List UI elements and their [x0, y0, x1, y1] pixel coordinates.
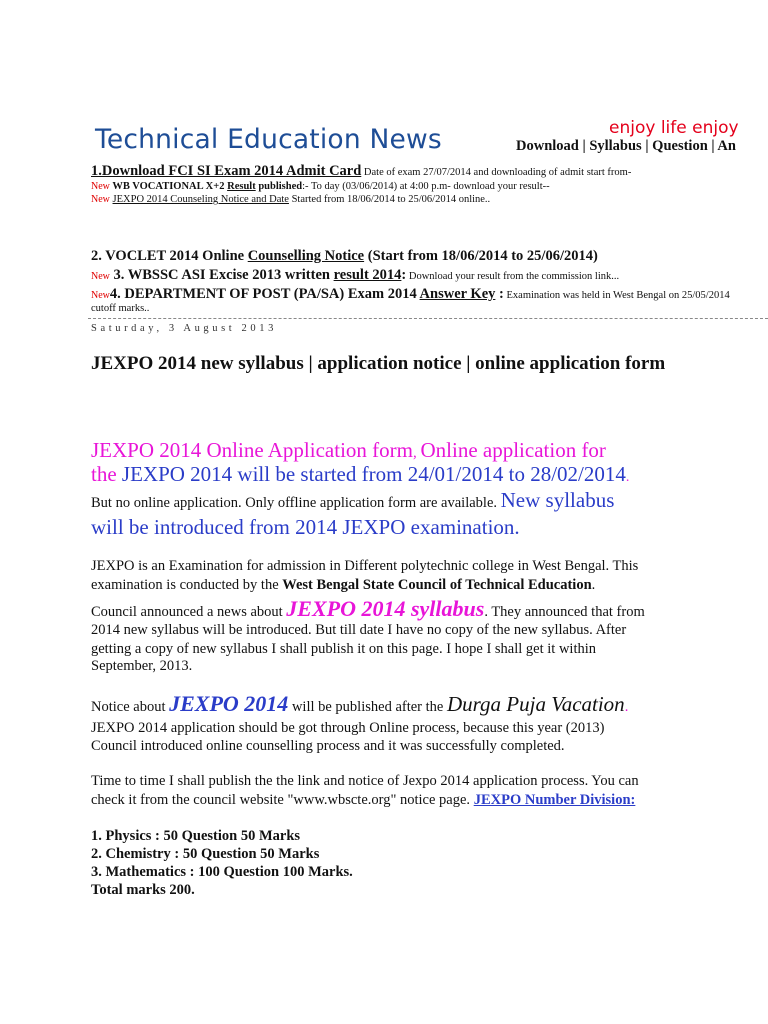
- notice-post-cont: cutoff marks..: [91, 303, 150, 314]
- notice-wbssc: [91, 267, 619, 284]
- notice-vocational-b: published: [255, 181, 303, 192]
- notice-fci: [91, 163, 631, 180]
- notice-voclet-link[interactable]: Counselling Notice: [247, 248, 365, 264]
- post-p4: will be introduced from 2014 JEXPO examination.: [91, 515, 520, 539]
- post-date: Saturday, 3 August 2013: [91, 323, 277, 334]
- body-line: JEXPO is an Examination for admission in Different polytechnic college in West Bengal. This: [91, 558, 639, 574]
- notice-voclet-b: (Start from 18/06/2014 to 25/06/2014): [364, 248, 598, 264]
- b2-b: West Bengal State Council of Technical Education: [282, 577, 592, 593]
- jexpo-number-division-link[interactable]: JEXPO Number Division:: [473, 792, 636, 808]
- notice-wbssc-a: 3. WBSSC ASI Excise 2013 written: [109, 267, 334, 283]
- body-line: September, 2013.: [91, 658, 193, 674]
- p2-a: the: [91, 462, 122, 486]
- p1-b: ,: [412, 445, 421, 461]
- notice-vocational: [91, 181, 550, 192]
- b2-c: .: [591, 577, 596, 593]
- notice-jexpo-counseling: [91, 194, 490, 205]
- divider: [88, 318, 768, 319]
- body-line: [91, 577, 595, 594]
- b7-b: JEXPO 2014: [169, 691, 289, 716]
- notice-wbssc-link[interactable]: result 2014: [333, 267, 402, 283]
- body-line: Council introduced online counselling process and it was successfully completed.: [91, 738, 565, 754]
- notice-wbssc-desc: Download your result from the commission link...: [406, 271, 620, 282]
- list-item: Total marks 200.: [91, 882, 195, 898]
- b7-d: Durga Puja Vacation: [446, 692, 625, 716]
- b3-a: Council announced a news about: [91, 604, 287, 620]
- notice-vocational-desc: :- To day (03/06/2014) at 4:00 p.m- download your result--: [302, 181, 550, 192]
- body-line: [91, 691, 628, 717]
- notice-post: [91, 286, 730, 303]
- b7-a: Notice about: [91, 699, 170, 715]
- new-badge: New: [91, 290, 110, 301]
- list-item: 1. Physics : 50 Question 50 Marks: [91, 828, 301, 844]
- b3-c: . They announced that from: [484, 604, 645, 620]
- new-badge: New: [91, 271, 110, 282]
- new-badge: New: [91, 194, 110, 205]
- b2-a: examination is conducted by the: [91, 577, 283, 593]
- p1-a: JEXPO 2014 Online Application form: [91, 438, 413, 462]
- notice-fci-desc: Date of exam 27/07/2014 and downloading of admit start from-: [361, 167, 632, 178]
- body-line: getting a copy of new syllabus I shall publish it on this page. I hope I shall get it within: [91, 641, 597, 657]
- notice-jexpo-counseling-link[interactable]: JEXPO 2014 Counseling Notice and Date: [112, 194, 289, 205]
- notice-wbssc-b: :: [401, 267, 407, 283]
- p2-b: JEXPO 2014 will be started from 24/01/2014 to 28/02/2014: [121, 462, 626, 486]
- notice-vocational-link[interactable]: Result: [227, 181, 256, 192]
- p3-a: But no online application. Only offline application form are available.: [91, 495, 501, 511]
- nav-an[interactable]: An: [717, 138, 736, 154]
- post-p3: [91, 488, 614, 513]
- body-line: Time to time I shall publish the the link and notice of Jexpo 2014 application process. You can: [91, 773, 639, 789]
- top-nav: [516, 138, 736, 155]
- notice-post-desc: Examination was held in West Bengal on 25/05/2014: [503, 290, 730, 301]
- nav-sep: |: [578, 138, 590, 154]
- nav-syllabus[interactable]: Syllabus: [589, 138, 642, 154]
- b3-b: JEXPO 2014 syllabus: [286, 596, 485, 621]
- p2-c: .: [625, 470, 630, 485]
- p1-c: Online application for: [420, 438, 606, 462]
- post-p2: [91, 462, 629, 487]
- nav-question[interactable]: Question: [652, 138, 708, 154]
- body-line: 2014 new syllabus will be introduced. But till date I have no copy of the new syllabus. After: [91, 622, 627, 638]
- notice-jexpo-counseling-desc: Started from 18/06/2014 to 25/06/2014 online..: [288, 194, 491, 205]
- notice-post-b: :: [495, 286, 504, 302]
- b11-a: check it from the council website "www.wbscte.org" notice page.: [91, 792, 474, 808]
- notice-voclet: [91, 248, 598, 265]
- post-title[interactable]: JEXPO 2014 new syllabus | application notice | online application form: [91, 353, 666, 374]
- site-tagline: enjoy life enjoy: [609, 118, 739, 138]
- b7-c: will be published after the: [288, 699, 447, 715]
- notice-post-link[interactable]: Answer Key: [419, 286, 496, 302]
- new-badge: New: [91, 181, 110, 192]
- notice-vocational-a: WB VOCATIONAL X+2: [109, 181, 228, 192]
- p3-b: New syllabus: [500, 488, 615, 512]
- notice-voclet-a: 2. VOCLET 2014 Online: [91, 248, 248, 264]
- b7-e: .: [624, 699, 629, 715]
- nav-download[interactable]: Download: [516, 138, 579, 154]
- body-line: [91, 596, 645, 622]
- nav-sep: |: [707, 138, 718, 154]
- nav-sep: |: [641, 138, 653, 154]
- list-item: 3. Mathematics : 100 Question 100 Marks.: [91, 864, 353, 880]
- body-line: [91, 792, 635, 809]
- site-title[interactable]: Technical Education News: [95, 124, 442, 155]
- body-line: JEXPO 2014 application should be got through Online process, because this year (2013): [91, 720, 605, 736]
- list-item: 2. Chemistry : 50 Question 50 Marks: [91, 846, 320, 862]
- notice-fci-link[interactable]: 1.Download FCI SI Exam 2014 Admit Card: [91, 163, 362, 179]
- notice-post-a: 4. DEPARTMENT OF POST (PA/SA) Exam 2014: [109, 286, 420, 302]
